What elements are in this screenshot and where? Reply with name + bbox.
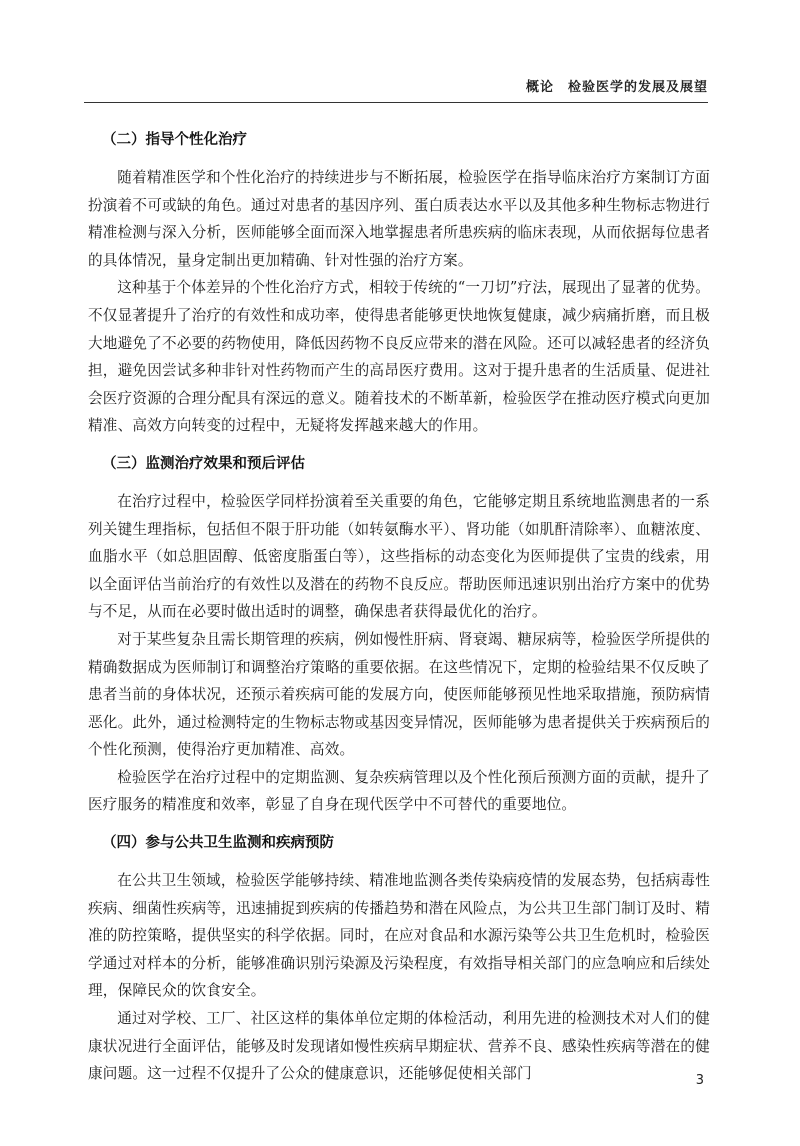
paragraph: 在公共卫生领域，检验医学能够持续、精准地监测各类传染病疫情的发展态势，包括病毒性疾病、细菌性疾病等，迅速捕捉到疾病的传播趋势和潜在风险点，为公共卫生部门制订及时、精准的防控策略，提供坚实的科学依据。同时，在应对食品和水源污染等公共卫生危机时，检验医学通过对样本的分析，能够准确识别污染源及污染程度，有效指导相关部门的应急响应和后续处理，保障民众的饮食安全。 xyxy=(88,872,710,1000)
section-public-health xyxy=(88,829,710,1088)
running-header-title: 概论 检验医学的发展及展望 xyxy=(525,80,708,95)
running-header xyxy=(84,76,708,103)
page-number: 3 xyxy=(695,1073,704,1088)
paragraph: 随着精准医学和个性化治疗的持续进步与不断拓展，检验医学在指导临床治疗方案制订方面扮演着不可或缺的角色。通过对患者的基因序列、蛋白质表达水平以及其他多种生物标志物进行精准检测与深入分析，医师能够全面而深入地掌握患者所患疾病的临床表现，从而依据每位患者的具体情况，量身定制出更加精确、针对性强的治疗方案。 xyxy=(88,169,710,269)
paragraph: 在治疗过程中，检验医学同样扮演着至关重要的角色，它能够定期且系统地监测患者的一系列关键生理指标，包括但不限于肝功能（如转氨酶水平）、肾功能（如肌酐清除率）、血糖浓度、血脂水平（如总胆固醇、低密度脂蛋白等），这些指标的动态变化为医师提供了宝贵的线索，用以全面评估当前治疗的有效性以及潜在的药物不良反应。帮助医师迅速识别出治疗方案中的优势与不足，从而在必要时做出适时的调整，确保患者获得最优化的治疗。 xyxy=(88,492,710,621)
section-heading: （二）指导个性化治疗 xyxy=(102,132,247,148)
paragraph: 检验医学在治疗过程中的定期监测、复杂疾病管理以及个性化预后预测方面的贡献，提升了医疗服务的精准度和效率，彰显了自身在现代医学中不可替代的重要地位。 xyxy=(88,768,710,814)
paragraph: 通过对学校、工厂、社区这样的集体单位定期的体检活动，利用先进的检测技术对人们的健康状况进行全面评估，能够及时发现诸如慢性疾病早期症状、营养不良、感染性疾病等潜在的健康问题。这一过程不仅提升了公众的健康意识，还能够促使相关部门 xyxy=(88,1010,710,1083)
paragraph: 对于某些复杂且需长期管理的疾病，例如慢性肝病、肾衰竭、糖尿病等，检验医学所提供的精确数据成为医师制订和调整治疗策略的重要依据。在这些情况下，定期的检验结果不仅反映了患者当前的身体状况，还预示着疾病可能的发展方向，使医师能够预见性地采取措施，预防病情恶化。此外，通过检测特定的生物标志物或基因变异情况，医师能够为患者提供关于疾病预后的个性化预测，使得治疗更加精准、高效。 xyxy=(88,630,710,759)
section-monitoring-prognosis xyxy=(88,450,710,819)
section-heading: （三）监测治疗效果和预后评估 xyxy=(102,455,305,472)
section-personalized-treatment xyxy=(88,126,710,440)
section-heading: （四）参与公共卫生监测和疾病预防 xyxy=(102,835,334,852)
paragraph: 这种基于个体差异的个性化治疗方式，相较于传统的“一刀切”疗法，展现出了显著的优势。不仅显著提升了治疗的有效性和成功率，使得患者能够更快地恢复健康，减少病痛折磨，而且极大地避免了不必要的药物使用，降低因药物不良反应带来的潜在风险。还可以减轻患者的经济负担，避免因尝试多种非针对性药物而产生的高昂医疗费用。这对于提升患者的生活质量、促进社会医疗资源的合理分配具有深远的意义。随着技术的不断革新，检验医学在推动医疗模式向更加精准、高效方向转变的过程中，无疑将发挥越来越大的作用。 xyxy=(88,279,710,435)
page-body xyxy=(88,126,710,1088)
